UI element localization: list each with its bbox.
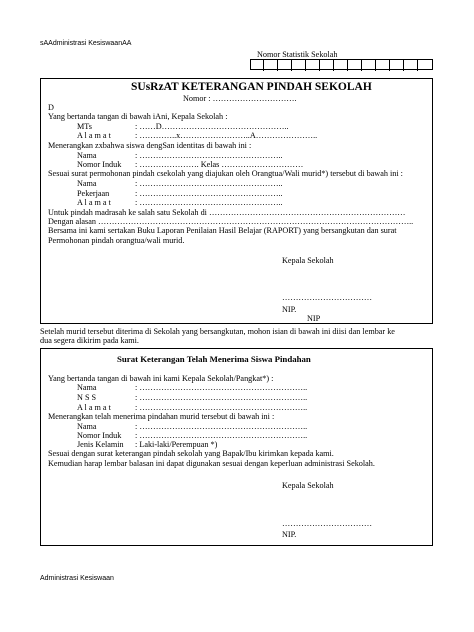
- form2-menerangkan: Menerangkan telah menerima pindahan murid tersebut di bawah ini :: [48, 412, 275, 421]
- form1-signature-line: ……………………………: [282, 293, 373, 302]
- form2-signature-line: ……………………………: [282, 519, 373, 528]
- form1-nip-2: NIP: [307, 314, 321, 323]
- form1-bersama-line2: Permohonan pindah orangtua/wali murid.: [48, 236, 185, 245]
- form2-title: Surat Keterangan Telah Menerima Siswa Pindahan: [117, 354, 311, 364]
- form2-nomor-induk-label: Nomor Induk: [77, 431, 122, 440]
- form1-pekerjaan-value: : ……………………………………………..: [135, 189, 283, 198]
- form1-nama-value: : ……………………………………………..: [135, 151, 283, 160]
- form2-intro: Yang bertanda tangan di bawah ini kami Kepala Sekolah/Pangkat*) :: [48, 374, 274, 383]
- form2-nama-value: : ……………………………………………………..: [135, 383, 308, 392]
- form1-bersama-line1: Bersama ini kami sertakan Buku Laporan Penilaian Hasil Belajar (RAPORT) yang bersangkutan dan surat: [48, 226, 397, 235]
- form2-kemudian: Kemudian harap lembar balasan ini dapat digunakan sesuai dengan keperluan administrasi Sekolah.: [48, 459, 375, 468]
- form1-nama-label: Nama: [77, 151, 97, 160]
- form1-dengan-alasan: Dengan alasan ……………………………………………………………………………………………………..: [48, 217, 414, 226]
- form2-nama2-value: : ……………………………………………………..: [135, 422, 308, 431]
- form2-alamat-label: A l a m a t: [77, 403, 111, 412]
- instruction-line1: Setelah murid tersebut diterima di Sekolah yang bersangkutan, mohon isian di bawah ini diisi dan lembar ke: [40, 327, 395, 336]
- nss-grid: [250, 59, 433, 70]
- footer-text: Administrasi Kesiswaan: [40, 575, 114, 582]
- form1-alamat2-value: : ……………………………………………..: [135, 198, 283, 207]
- form1-nomor-induk-label: Nomor Induk: [77, 160, 122, 169]
- form2-jenis-kelamin-label: Jenis Kelamin: [77, 440, 124, 449]
- form1-kepala-sekolah: Kepala Sekolah: [282, 256, 334, 265]
- header-top-left: sAAdministrasi KesiswaanAA: [40, 40, 132, 47]
- form1-nama2-value: : ……………………………………………..: [135, 179, 283, 188]
- form2-kepala-sekolah: Kepala Sekolah: [282, 481, 334, 490]
- form1-nip: NIP.: [282, 305, 297, 314]
- form1-mts-label: MTs: [77, 122, 92, 131]
- nss-label: Nomor Statistik Sekolah: [257, 50, 338, 59]
- form1-nama2-label: Nama: [77, 179, 97, 188]
- form1-alamat2-label: A l a m a t: [77, 198, 111, 207]
- form2-nama2-label: Nama: [77, 422, 97, 431]
- form1-mts-value: : ……D………………………………………..: [135, 122, 289, 131]
- form1-nomor-induk-value: : …………………. Kelas …………………………: [135, 160, 304, 169]
- form1-menerangkan: Menerangkan zxbahwa siswa dengSan identitas di bawah ini :: [48, 141, 252, 150]
- form1-alamat-label: A l a m a t: [77, 131, 111, 140]
- form1-title: SUsRzAT KETERANGAN PINDAH SEKOLAH: [131, 81, 372, 93]
- form2-nomor-induk-value: : ……………………………………………………..: [135, 431, 308, 440]
- form1-sesuai: Sesuai surat permohonan pindah csekolah yang diajukan oleh Orangtua/Wali murid*) tersebut di bawah ini :: [48, 169, 403, 178]
- form2-nip: NIP.: [282, 530, 297, 539]
- form2-alamat-value: : ……………………………………………………..: [135, 403, 308, 412]
- form2-nss-label: N S S: [77, 393, 97, 402]
- form1-letter-d: D: [48, 103, 54, 112]
- form1-untuk-pindah: Untuk pindah madrasah ke salah satu Sekolah di ………………………………………………………………: [48, 208, 406, 217]
- form1-intro: Yang bertanda tangan di bawah iAni, Kepala Sekolah :: [48, 112, 228, 121]
- form1-pekerjaan-label: Pekerjaan: [77, 189, 110, 198]
- form2-sesuai: Sesuai dengan surat keterangan pindah sekolah yang Bapak/Ibu kirimkan kepada kami.: [48, 449, 334, 458]
- form2-nss-value: : ……………………………………………………..: [135, 393, 308, 402]
- form1-alamat-value: : …………..x……………………..A…………………..: [135, 131, 318, 140]
- form1-nomor: Nomor : ………………………….: [183, 94, 297, 103]
- form2-jenis-kelamin-value: : Laki-laki/Perempuan *): [135, 440, 218, 449]
- form2-nama-label: Nama: [77, 383, 97, 392]
- instruction-line2: dua segera dikirim pada kami.: [40, 336, 139, 345]
